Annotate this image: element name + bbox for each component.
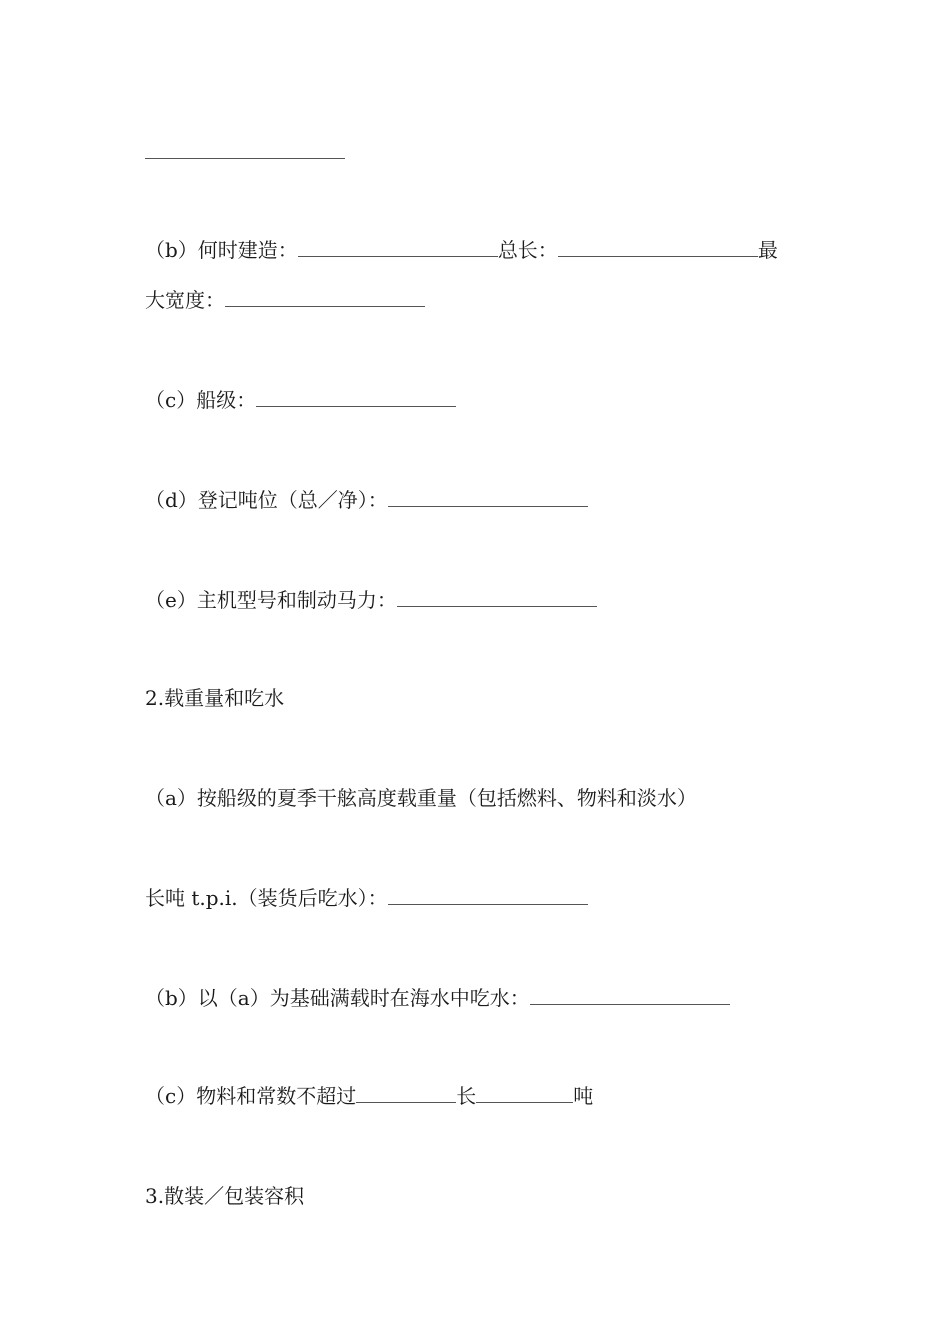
overall-length-label: 总长： [497, 238, 558, 262]
max-label-fragment: 最 [757, 238, 778, 262]
deadweight-label: （a）按船级的夏季干舷高度载重量（包括燃料、物料和淡水） [145, 786, 697, 810]
section-3-title: 3.散装／包装容积 [145, 1184, 305, 1208]
class-label: （c）船级： [145, 388, 257, 412]
tpi-blank[interactable] [388, 886, 588, 905]
stores-unit-ton: 吨 [573, 1084, 594, 1108]
stores-label: （c）物料和常数不超过 [145, 1084, 357, 1108]
class-blank[interactable] [256, 388, 456, 407]
form-line-max-breadth [145, 288, 425, 312]
overall-length-blank[interactable] [558, 238, 758, 257]
engine-label: （e）主机型号和制动马力： [145, 588, 397, 612]
engine-blank[interactable] [397, 588, 597, 607]
form-line-continued [145, 140, 345, 164]
tonnage-label: （d）登记吨位（总／净）： [145, 488, 388, 512]
form-line-stores [145, 1084, 593, 1108]
max-breadth-label: 大宽度： [145, 288, 225, 312]
form-line-tpi [145, 886, 588, 910]
form-line-when-built [145, 238, 778, 262]
section-2-title: 2.载重量和吃水 [145, 686, 285, 710]
draft-label: （b）以（a）为基础满载时在海水中吃水： [145, 986, 530, 1010]
form-line-class [145, 388, 456, 412]
fill-blank[interactable] [145, 140, 345, 159]
tonnage-blank[interactable] [388, 488, 588, 507]
when-built-label: （b）何时建造： [145, 238, 298, 262]
stores-blank-1[interactable] [356, 1084, 456, 1103]
stores-unit-long: 长 [456, 1084, 477, 1108]
form-line-tonnage [145, 488, 588, 512]
tpi-label: 长吨 t.p.i.（装货后吃水）： [145, 886, 388, 910]
draft-blank[interactable] [530, 986, 730, 1005]
section-2-heading [145, 686, 284, 710]
section-3-heading [145, 1184, 304, 1208]
form-line-draft [145, 986, 730, 1010]
max-breadth-blank[interactable] [225, 288, 425, 307]
form-line-deadweight [145, 786, 697, 810]
when-built-blank[interactable] [298, 238, 498, 257]
form-line-engine [145, 588, 597, 612]
stores-blank-2[interactable] [476, 1084, 573, 1103]
